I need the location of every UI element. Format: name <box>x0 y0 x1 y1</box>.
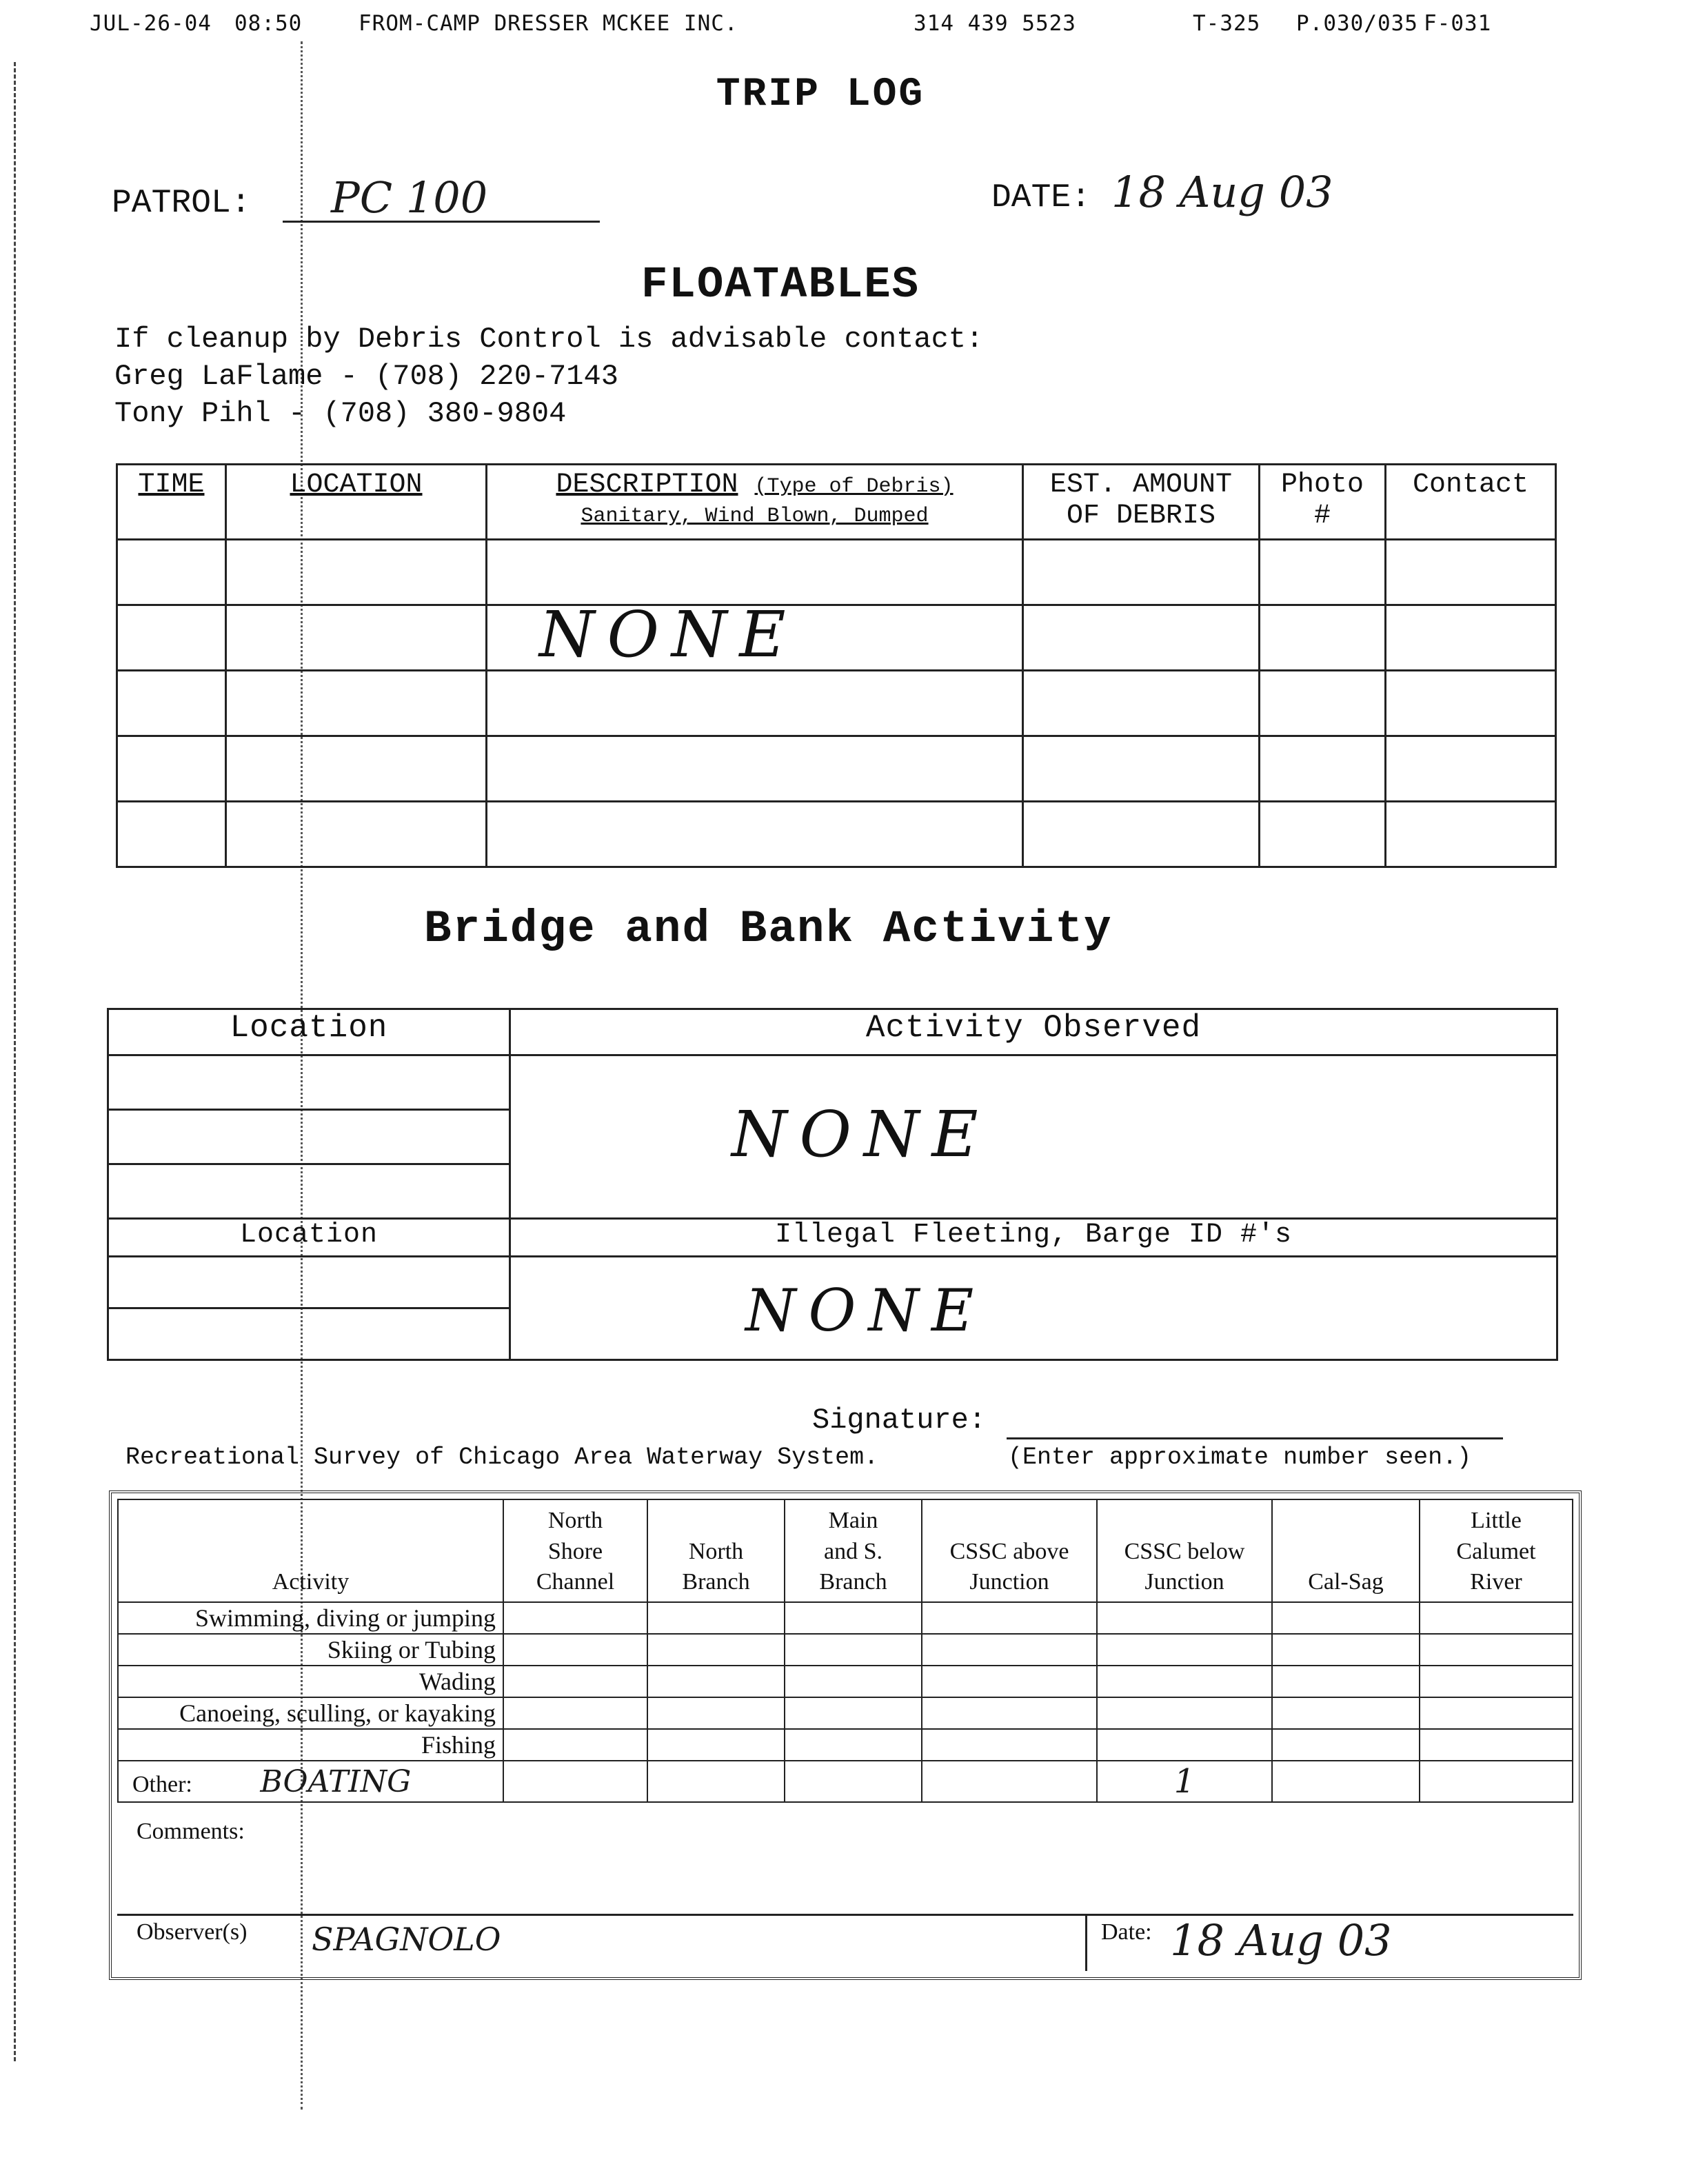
fax-margin-line <box>14 62 18 2061</box>
col-cssc-below: CSSC below Junction <box>1097 1499 1272 1602</box>
activity-fishing: Fishing <box>118 1729 503 1761</box>
bridge-activity-header: Activity Observed <box>510 1009 1557 1055</box>
patrol-label: PATROL: <box>112 185 251 222</box>
bridge-header-row <box>108 1009 1557 1055</box>
table-row <box>117 671 1556 736</box>
other-value: BOATING <box>260 1763 412 1799</box>
activity-wading: Wading <box>118 1666 503 1697</box>
fax-from: FROM-CAMP DRESSER MCKEE INC. <box>359 11 738 36</box>
col-main-s-branch: Main and S. Branch <box>785 1499 922 1602</box>
table-row <box>118 1634 1573 1666</box>
table-row <box>118 1697 1573 1729</box>
col-cssc-above: CSSC above Junction <box>922 1499 1097 1602</box>
floatables-title: FLOATABLES <box>641 261 920 310</box>
observer-value: SPAGNOLO <box>312 1921 501 1958</box>
activity-other: Other: BOATING <box>118 1761 503 1802</box>
table-row <box>118 1761 1573 1802</box>
observer-label: Observer(s) <box>137 1919 248 1945</box>
contact-tony: Tony Pihl - (708) 380-9804 <box>114 397 567 430</box>
survey-header-row <box>118 1499 1573 1602</box>
activity-canoeing: Canoeing, sculling, or kayaking <box>118 1697 503 1729</box>
date-label: DATE: <box>991 179 1091 216</box>
fax-phone: 314 439 5523 <box>914 11 1076 36</box>
col-north-branch: North Branch <box>647 1499 785 1602</box>
comments-label: Comments: <box>137 1819 245 1844</box>
table-row <box>108 1257 1557 1308</box>
observer-date-value: 18 Aug 03 <box>1170 1915 1392 1965</box>
col-location: LOCATION <box>226 465 487 540</box>
col-little-calumet: Little Calumet River <box>1420 1499 1573 1602</box>
fax-time: 08:50 <box>234 11 303 36</box>
activity-skiing: Skiing or Tubing <box>118 1634 503 1666</box>
table-row <box>108 1055 1557 1110</box>
bridge-header-row-2 <box>108 1219 1557 1257</box>
col-north-shore: North Shore Channel <box>503 1499 647 1602</box>
col-contact: Contact <box>1386 465 1556 540</box>
floatables-table <box>116 463 1557 868</box>
bridge-table <box>107 1008 1558 1361</box>
page-title: TRIP LOG <box>716 72 925 117</box>
table-row <box>117 736 1556 802</box>
observer-date-divider <box>1085 1916 1087 1971</box>
contact-greg: Greg LaFlame - (708) 220-7143 <box>114 360 618 393</box>
fleeting-header: Illegal Fleeting, Barge ID #'s <box>510 1219 1557 1257</box>
fax-code: T-325 <box>1193 11 1261 36</box>
col-description: DESCRIPTION (Type of Debris) Sanitary, Wind Blown, Dumped <box>487 465 1023 540</box>
floatables-header-row <box>117 465 1556 540</box>
activity-swimming: Swimming, diving or jumping <box>118 1602 503 1634</box>
bridge-title: Bridge and Bank Activity <box>424 903 1113 955</box>
table-row <box>117 605 1556 671</box>
date-value: 18 Aug 03 <box>1111 167 1333 217</box>
patrol-value: PC 100 <box>331 172 488 223</box>
table-row <box>118 1602 1573 1634</box>
fax-header <box>90 11 1503 39</box>
survey-table <box>117 1499 1573 1803</box>
survey-note: (Enter approximate number seen.) <box>1008 1444 1472 1471</box>
fax-date: JUL-26-04 <box>90 11 212 36</box>
signature-label: Signature: <box>812 1404 987 1437</box>
col-time: TIME <box>117 465 226 540</box>
floatables-none: NONE <box>539 598 798 671</box>
table-row <box>118 1666 1573 1697</box>
survey-box <box>109 1490 1582 1980</box>
fax-form: F-031 <box>1424 11 1492 36</box>
fax-page: P.030/035 <box>1296 11 1418 36</box>
signature-line[interactable] <box>1007 1437 1503 1439</box>
table-row <box>118 1729 1573 1761</box>
table-row <box>117 802 1556 867</box>
col-amount: EST. AMOUNT OF DEBRIS <box>1023 465 1260 540</box>
col-photo: Photo # <box>1260 465 1386 540</box>
table-row <box>117 540 1556 605</box>
survey-title: Recreational Survey of Chicago Area Waterway System. <box>125 1444 879 1471</box>
bridge-location-header: Location <box>108 1009 510 1055</box>
col-cal-sag: Cal-Sag <box>1272 1499 1420 1602</box>
fleeting-none: NONE <box>745 1277 987 1344</box>
bridge-location-header-2: Location <box>108 1219 510 1257</box>
survey-activity-header: Activity <box>118 1499 503 1602</box>
floatables-intro: If cleanup by Debris Control is advisable contact: <box>114 323 984 356</box>
observer-date-label: Date: <box>1101 1919 1152 1945</box>
activity-none: NONE <box>732 1098 991 1171</box>
other-count: 1 <box>1173 1762 1195 1801</box>
